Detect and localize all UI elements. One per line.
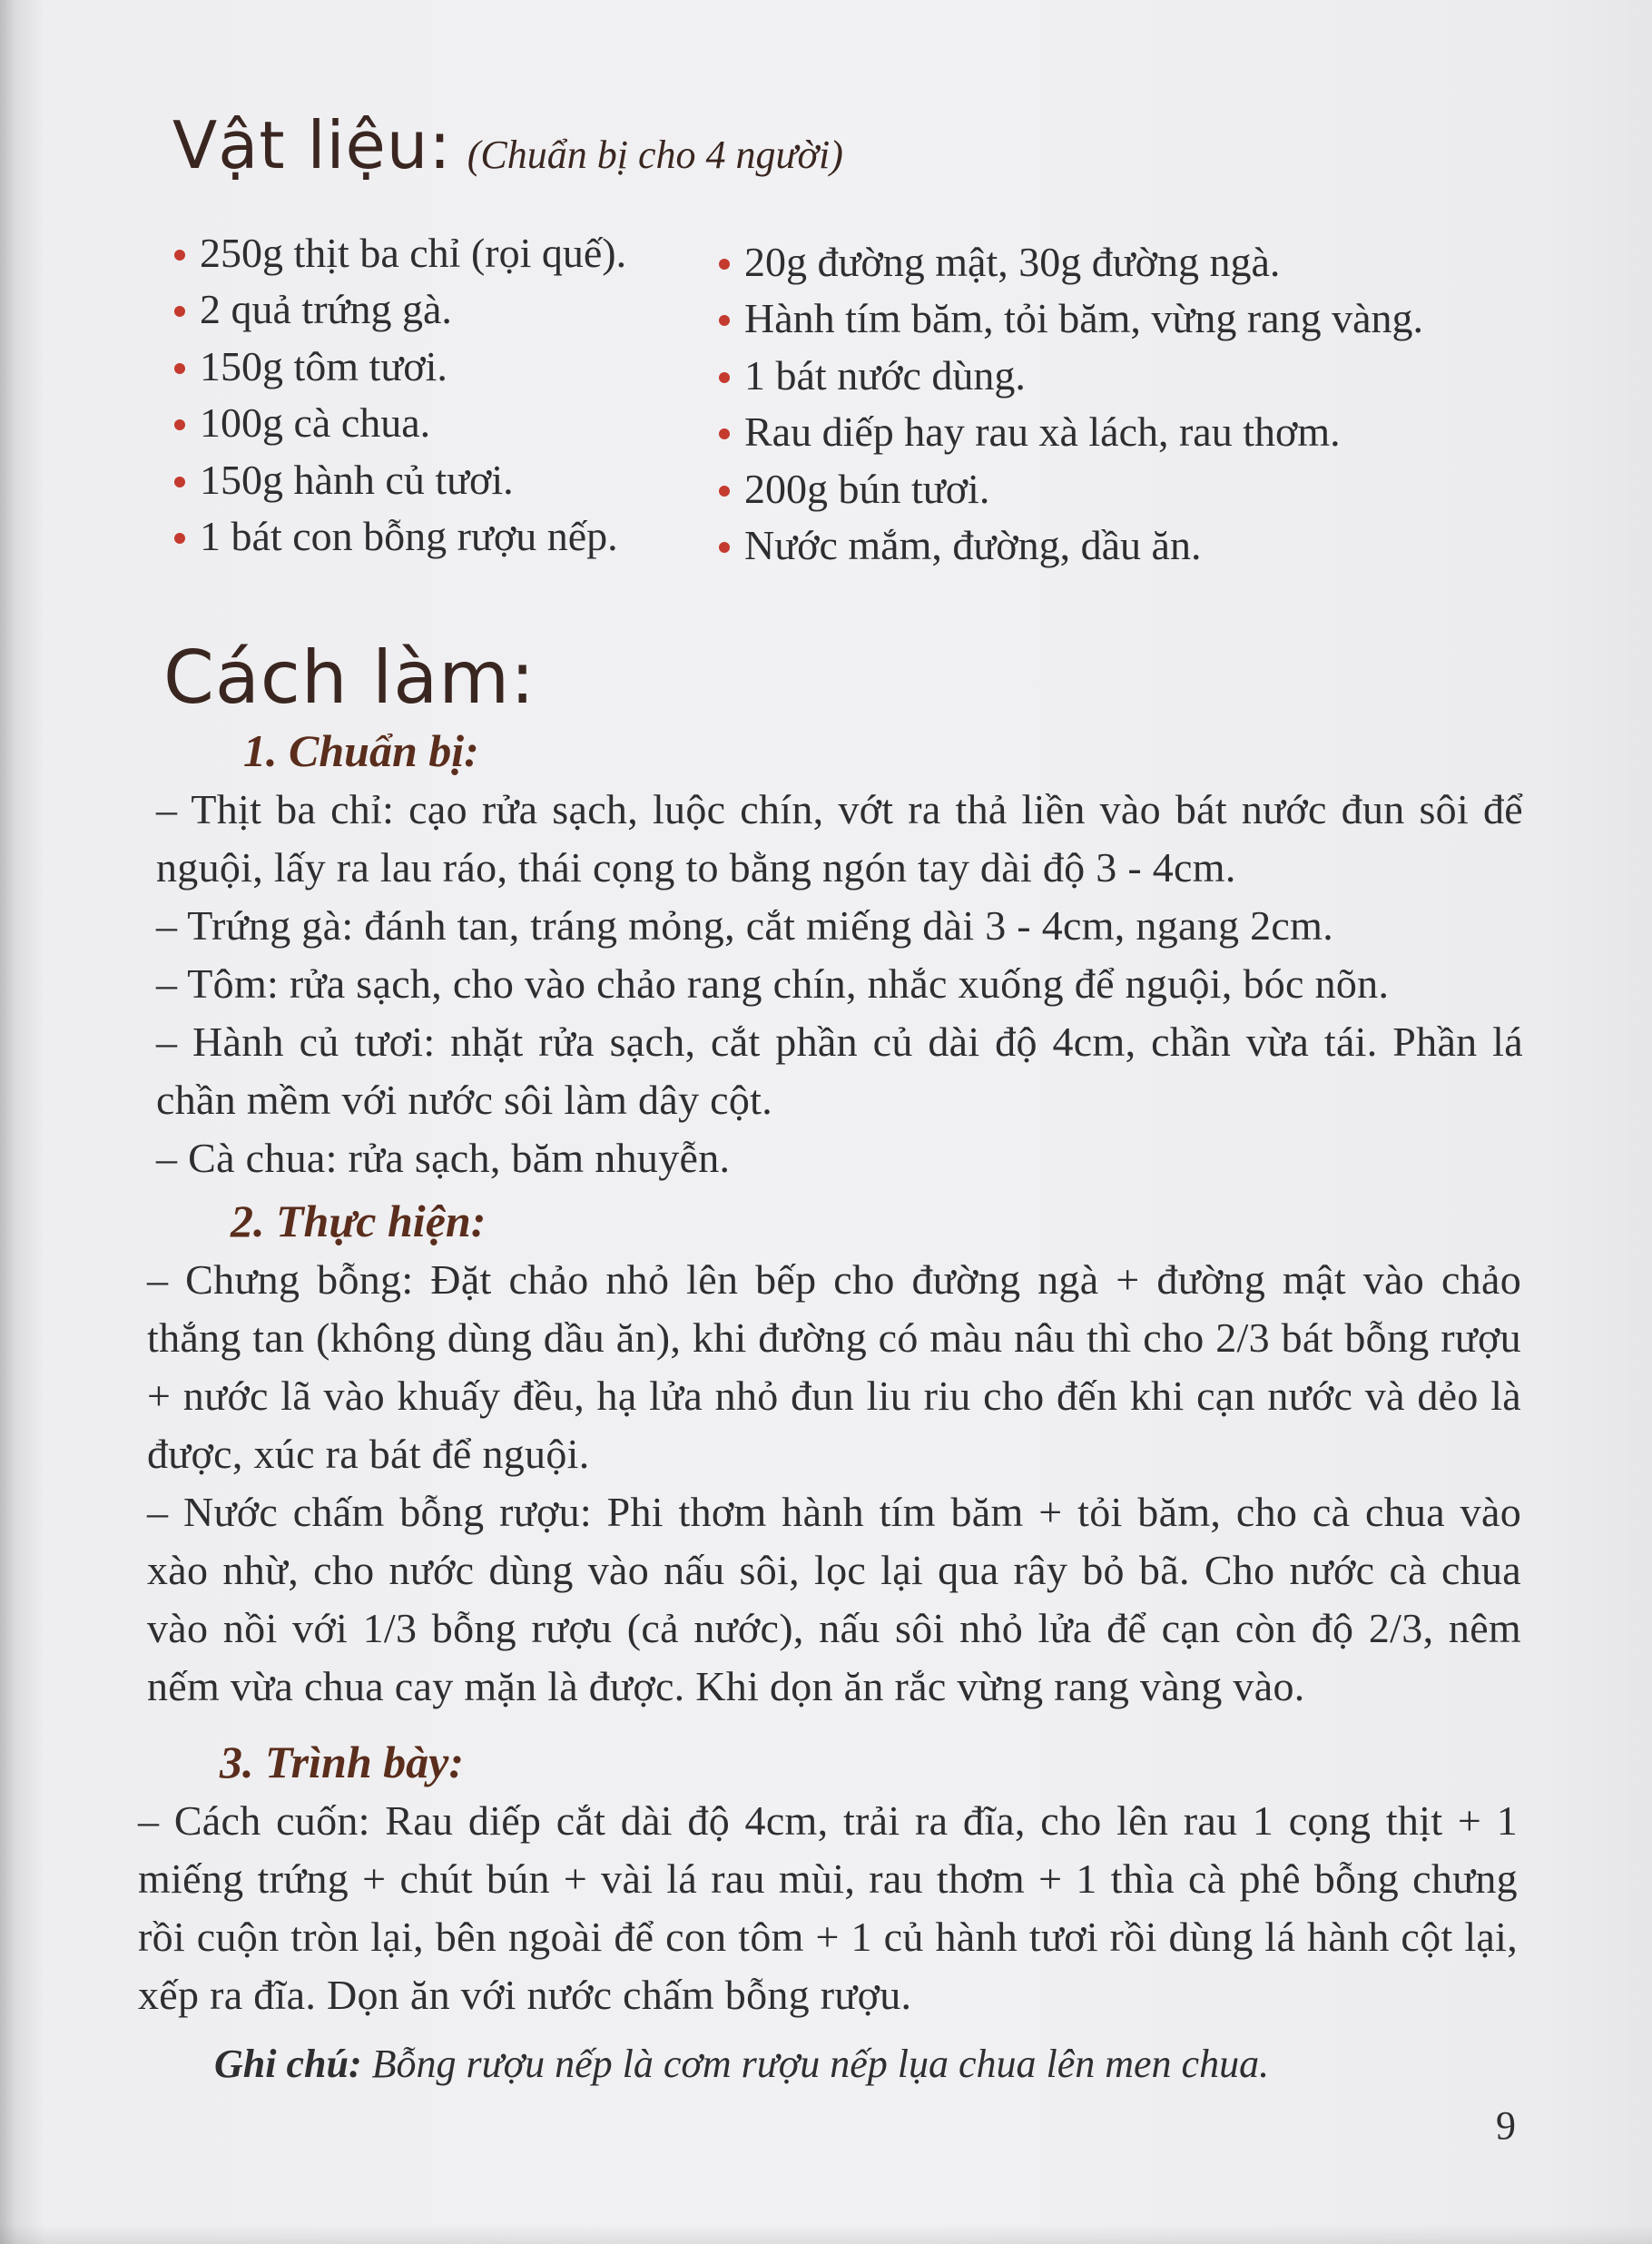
ingredient-item: Rau diếp hay rau xà lách, rau thơm. (717, 404, 1423, 460)
page-number: 9 (1496, 2103, 1516, 2148)
instruction-paragraph: – Nước chấm bỗng rượu: Phi thơm hành tím băm + tỏi băm, cho cà chua vào xào nhừ, cho nước dùng vào nấu sôi, lọc lại qua rây bỏ bã. Cho nước cà chua vào nồi với 1/3 bỗng rượu (cả nước), nấu sôi nhỏ lửa để cạn còn độ 2/3, nêm nếm vừa chua cay mặn là được. Khi dọn ăn rắc vừng rang vàng vào. (147, 1489, 1521, 1709)
note (214, 2041, 1485, 2087)
section-presentation (138, 1732, 1518, 2024)
bullet-icon (719, 428, 730, 439)
bullet-icon (719, 315, 730, 326)
ingredient-item: Nước mắm, đường, dầu ăn. (717, 517, 1423, 574)
section-heading: 2. Thực hiện: (231, 1196, 487, 1246)
instruction-paragraph: – Hành củ tươi: nhặt rửa sạch, cắt phần củ dài độ 4cm, chần vừa tái. Phần lá chần mềm với nước sôi làm dây cột. (156, 1019, 1523, 1123)
materials-heading (172, 107, 843, 183)
bullet-icon (174, 477, 185, 487)
section-heading: 1. Chuẩn bị: (243, 725, 479, 776)
method-title: Cách làm: (163, 635, 536, 720)
bullet-icon (174, 363, 185, 374)
ingredient-list-left (172, 225, 626, 565)
page-shadow (0, 2224, 1652, 2244)
note-text: Bỗng rượu nếp là cơm rượu nếp lụa chua lên men chua. (371, 2042, 1270, 2086)
ingredient-item: 1 bát con bỗng rượu nếp. (172, 508, 626, 565)
ingredient-item: 150g hành củ tươi. (172, 452, 626, 508)
note-label: Ghi chú: (214, 2042, 362, 2086)
ingredient-item: 100g cà chua. (172, 395, 626, 451)
instruction-paragraph: – Cách cuốn: Rau diếp cắt dài độ 4cm, trải ra đĩa, cho lên rau 1 cọng thịt + 1 miếng trứng + chút bún + vài lá rau mùi, rau thơm + 1 thìa cà phê bỗng chưng rồi cuộn tròn lại, bên ngoài để con tôm + 1 củ hành tươi rồi dùng lá hành cột lại, xếp ra đĩa. Dọn ăn với nước chấm bỗng rượu. (138, 1797, 1518, 2018)
section-execution (147, 1191, 1521, 1716)
instruction-paragraph: – Tôm: rửa sạch, cho vào chảo rang chín, nhắc xuống để nguội, bóc nõn. (156, 960, 1390, 1007)
ingredient-item: 150g tôm tươi. (172, 339, 626, 395)
bullet-icon (174, 533, 185, 544)
section-heading: 3. Trình bày: (220, 1737, 464, 1787)
bullet-icon (174, 306, 185, 317)
ingredient-item: 250g thịt ba chỉ (rọi quế). (172, 225, 626, 281)
bullet-icon (174, 250, 185, 261)
bullet-icon (174, 419, 185, 430)
ingredient-item: 1 bát nước dùng. (717, 348, 1423, 404)
ingredient-item: 20g đường mật, 30g đường ngà. (717, 234, 1423, 290)
ingredient-item: 2 quả trứng gà. (172, 281, 626, 338)
ingredient-item: Hành tím băm, tỏi băm, vừng rang vàng. (717, 290, 1423, 347)
materials-title: Vật liệu: (172, 107, 452, 183)
bullet-icon (719, 259, 730, 270)
section-preparation (156, 721, 1523, 1187)
materials-subtitle: (Chuẩn bị cho 4 người) (467, 133, 843, 177)
instruction-paragraph: – Cà chua: rửa sạch, băm nhuyễn. (156, 1135, 731, 1181)
bullet-icon (719, 372, 730, 383)
ingredient-item: 200g bún tươi. (717, 461, 1423, 517)
ingredient-list-right (717, 234, 1423, 574)
instruction-paragraph: – Chưng bỗng: Đặt chảo nhỏ lên bếp cho đường ngà + đường mật vào chảo thắng tan (không dùng dầu ăn), khi đường có màu nâu thì cho 2/3 bát bỗng rượu + nước lã vào khuấy đều, hạ lửa nhỏ đun liu riu cho đến khi cạn nước và dẻo là được, xúc ra bát để nguội. (147, 1256, 1521, 1477)
bullet-icon (719, 542, 730, 553)
instruction-paragraph: – Trứng gà: đánh tan, tráng mỏng, cắt miếng dài 3 - 4cm, ngang 2cm. (156, 902, 1334, 949)
instruction-paragraph: – Thịt ba chỉ: cạo rửa sạch, luộc chín, vớt ra thả liền vào bát nước đun sôi để nguội, lấy ra lau ráo, thái cọng to bằng ngón tay dài độ 3 - 4cm. (156, 786, 1523, 891)
bullet-icon (719, 486, 730, 497)
